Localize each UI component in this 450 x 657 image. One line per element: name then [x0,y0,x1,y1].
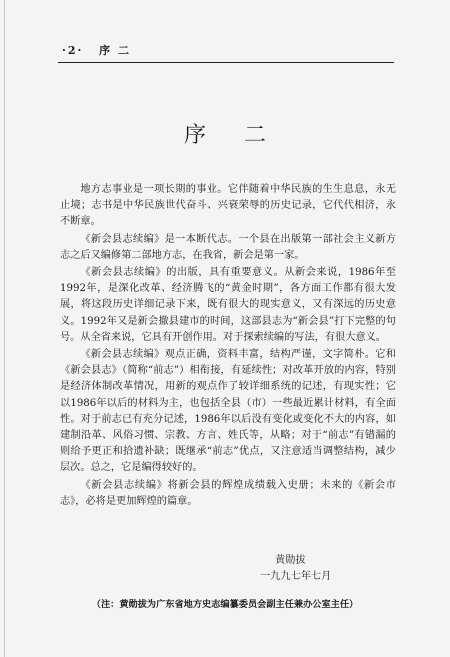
paragraph-5: 《新会县志续编》将新会县的辉煌成绩载入史册；未来的《新会市志》，必将是更加辉煌的篇章。 [60,479,396,507]
paragraph-2: 《新会县志续编》是一本断代志。一个县在出版第一部社会主义新方志之后又编修第二部地方志，在我省，新会是第一家。 [60,233,396,261]
footnote: （注：黄勋拔为广东省地方史志编纂委员会副主任兼办公室主任） [91,599,359,610]
body-text [60,182,396,511]
page-number: ·2· [62,44,84,57]
page-binding-edge [4,0,5,657]
date: 一九九七年七月 [260,571,332,582]
paragraph-1: 地方志事业是一项长期的事业。它伴随着中华民族的生生息息，永无止境；志书是中华民族世代奋斗、兴衰荣辱的历史记录，它代代相济，永不断章。 [60,184,396,228]
section-title: 序 二 [99,44,132,57]
running-header [62,42,131,58]
paragraph-4: 《新会县志续编》观点正确，资料丰富，结构严谨，文字简朴。它和《新会县志》（简称“前志”）相衔接，有延续性；对改革开放的内容，特别是经济体制改革情况，用新的观点作了较详细系统的记述，有现实性；它以1986年以后的材料为主，也包括全县（市）一些最近累计材料，有全面性。对于前志已有充分记述，1986年以后没有变化或变化不大的内容，如建制沿革、风俗习惯、宗教、方言、姓氏等，从略；对于“前志”有错漏的则给予更正和拾遗补缺；既继承“前志”优点，又注意适当调整结构，减少层次。总之，它是编得较好的。 [60,349,396,474]
author-name: 黄勋拔 [275,555,306,566]
page-title: 序二 [183,123,304,148]
paragraph-3: 《新会县志续编》的出版，具有重要意义。从新会来说，1986年至1992年，是深化改革、经济腾飞的“黄金时期”，各方面工作都有很大发展，将这段历史详细记录下来，既有很大的现实意义，又有深远的历史意义。1992年又是新会撤县建市的时间，这部县志为“新会县”打下完整的句号。从全省来说，它具有开创作用。对于探索续编的写法，有很大意义。 [60,267,396,343]
signature-block [260,553,370,585]
header-rule [58,62,394,63]
